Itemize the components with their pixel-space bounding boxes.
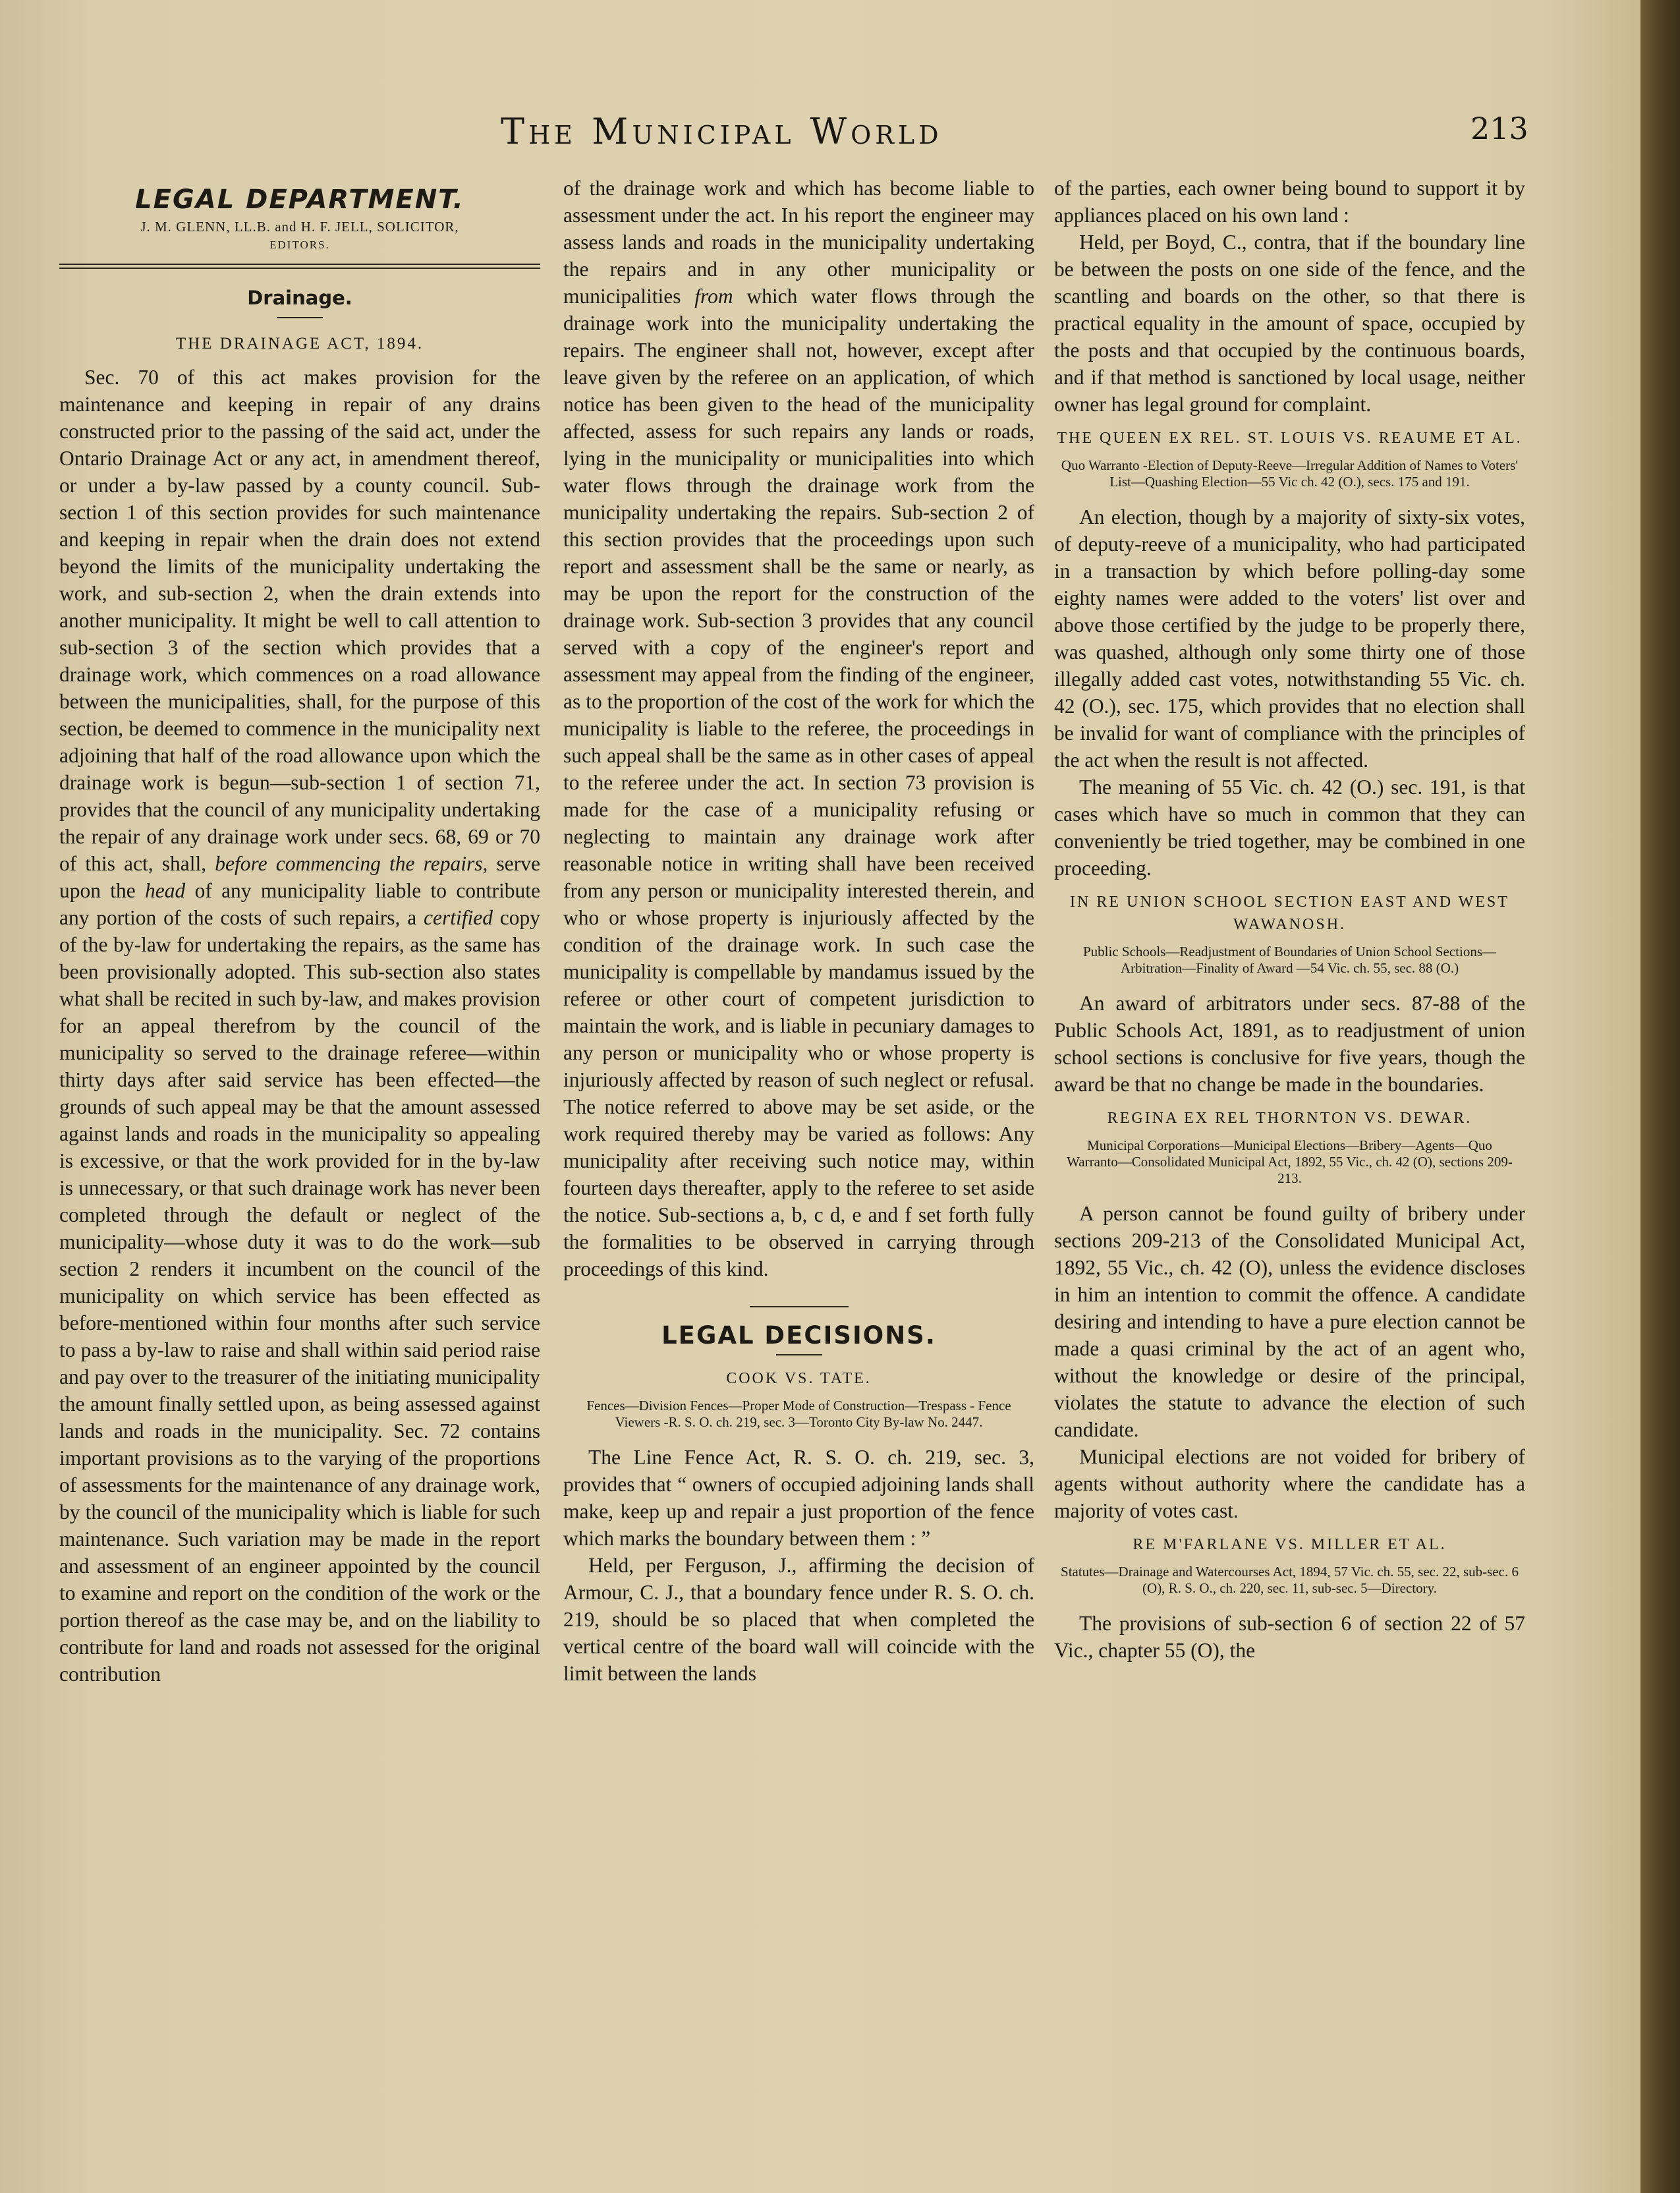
case-paragraph: Held, per Ferguson, J., affirming the decision of Armour, C. J., that a boundary fence under R. S. O. ch. 219, should be so placed that when completed the vertical centre of the board wall will coincide with the limit between the lands — [563, 1554, 1034, 1685]
act-title: THE DRAINAGE ACT, 1894. — [175, 335, 424, 353]
running-header — [0, 111, 1640, 170]
case-headnote: Statutes—Drainage and Watercourses Act, 1894, 57 Vic. ch. 55, sec. 22, sub-sec. 6 (O), R. S. O., ch. 220, sec. 11, sub-sec. 5—Directory. — [1061, 1564, 1519, 1596]
case-paragraph: Municipal elections are not voided for bribery of agents without authority where the candidate has a majority of votes cast. — [1054, 1445, 1525, 1522]
masthead-title: The Municipal World — [501, 111, 943, 152]
column-1 — [59, 175, 540, 1688]
page-number: 213 — [1470, 111, 1528, 146]
section-rule — [750, 1306, 849, 1307]
case-paragraph: An election, though by a majority of sixty-six votes, of deputy-reeve of a municipality, who had participated in a transaction by which before polling-day some eighty names were added to the voters' list over and above those certified by the judge to be properly there, was quashed, although only some thirty one of those illegally added cast votes, notwithstanding 55 Vic. ch. 42 (O.), sec. 175, which provides that no election shall be invalid for want of compliance with the principles of the act when the result is not affected. — [1054, 505, 1525, 772]
case-headnote: Quo Warranto -Election of Deputy-Reeve—Irregular Addition of Names to Voters' List—Quashing Election—55 Vic ch. 42 (O.), secs. 175 and 191. — [1061, 457, 1519, 490]
case-title: RE M'FARLANE VS. MILLER ET AL. — [1133, 1536, 1447, 1553]
legal-decisions-heading: LEGAL DECISIONS. — [661, 1321, 936, 1350]
case-paragraph: A person cannot be found guilty of bribery under sections 209-213 of the Consolidated Municipal Act, 1892, 55 Vic., ch. 42 (O), unless the evidence discloses in him an intention to commit the offence. A candidate desiring and intending to have a pure election cannot be made a quasi criminal by the act of an agent who, without the knowledge or desire of the principal, violates the statute to advance the election of such candidate. — [1054, 1202, 1525, 1441]
short-rule — [776, 1354, 822, 1355]
drainage-paragraph-continued: of the drainage work and which has become liable to assessment under the act. In his report the engineer may assess lands and roads in the municipality undertaking the repairs and in any other municipality or municipalities from which water flows through the drainage work into the municipality undertaking the repairs. The engineer shall not, however, except after leave given by the referee on an application, of which notice has been given to the head of the municipality affected, assess for such repairs any lands or roads, lying in the municipality or municipalities into which water flows through the drainage work from the municipality undertaking the repairs. Sub-section 2 of this section provides that the proceedings upon such report and assessment shall be the same or nearly, as may be upon the report for the construction of the drainage work. Sub-section 3 provides that any council served with a copy of the engineer's report and assessment may appeal from the finding of the engineer, as to the proportion of the cost of the work for which the municipality is liable to the referee, the proceedings in such appeal shall be the same as in other cases of appeal to the referee under the act. In section 73 provision is made for the case of a municipality refusing or neglecting to maintain any drainage work after reasonable notice in writing shall have been received from any person or municipality interested therein, and who or whose property is injuriously affected by the condition of the drainage work. In such case the municipality is compellable by mandamus issued by the referee or other court of competent jurisdiction to maintain the work, and is liable in pecuniary damages to any person or municipality who or whose property is injuriously affected by reason of such neglect or refusal. The notice referred to above may be set aside, or the work required thereby may be varied as follows: Any municipality after receiving such notice may, within fourteen days thereafter, apply to the referee to set aside the notice. Sub-sections a, b, c d, e and f set forth fully the formalities to be observed in carrying through proceedings of this kind. — [563, 177, 1034, 1280]
section-title: Drainage. — [247, 287, 352, 309]
case-title: THE QUEEN EX REL. ST. LOUIS VS. REAUME ET AL. — [1057, 430, 1523, 447]
column-3 — [1054, 175, 1525, 1664]
case-paragraph: Held, per Boyd, C., contra, that if the boundary line be between the posts on one side of the fence, and the scantling and boards on the other, so that there is practical equality in the amount of space, occupied by the posts and that occupied by the continuous boards, and if that method is sanctioned by local usage, neither owner has legal ground for complaint. — [1054, 231, 1525, 416]
column-2 — [563, 175, 1034, 1687]
case-title: COOK VS. TATE. — [726, 1370, 872, 1387]
case-title: REGINA EX REL THORNTON VS. DEWAR. — [1107, 1110, 1472, 1127]
double-rule — [59, 264, 540, 269]
case-paragraph: The Line Fence Act, R. S. O. ch. 219, sec. 3, provides that “ owners of occupied adjoining lands shall make, keep up and repair a just proportion of the fence which marks the boundary between them : ” — [563, 1446, 1034, 1550]
department-title: LEGAL DEPARTMENT. — [135, 185, 464, 215]
editors-line — [59, 217, 540, 254]
case-headnote: Public Schools—Readjustment of Boundaries of Union School Sections—Arbitration—Finality of Award —54 Vic. ch. 55, sec. 88 (O.) — [1082, 944, 1497, 976]
case-headnote: Municipal Corporations—Municipal Elections—Bribery—Agents—Quo Warranto—Consolidated Municipal Act, 1892, 55 Vic., ch. 42 (O), sections 209-213. — [1067, 1137, 1513, 1186]
case-title: IN RE UNION SCHOOL SECTION EAST AND WEST WAWANOSH. — [1070, 894, 1509, 933]
editors-label: EDITORS. — [269, 239, 330, 251]
editors-names: J. M. GLENN, LL.B. and H. F. JELL, SOLICITOR, — [140, 219, 459, 235]
case-headnote: Fences—Division Fences—Proper Mode of Construction—Trespass - Fence Viewers -R. S. O. ch. 219, sec. 3—Toronto City By-law No. 2447. — [586, 1398, 1011, 1430]
drainage-paragraph: Sec. 70 of this act makes provision for the maintenance and keeping in repair of any drains constructed prior to the passing of the said act, under the Ontario Drainage Act or any act, in amendment thereof, or under a by-law passed by a county council. Sub-section 1 of this section provides for such maintenance and keeping in repair when the drain does not extend beyond the limits of the municipality undertaking the work, and sub-section 2, when the drain extends into another municipality. It might be well to call attention to sub-section 3 of the section which provides that a drainage work, which commences on a road allowance between the municipalities, shall, for the purpose of this section, be deemed to commence in the municipality next adjoining that half of the road allowance upon which the drainage work is begun—sub-section 1 of section 71, provides that the council of any municipality undertaking the repair of any drainage work under secs. 68, 69 or 70 of this act, shall, before commencing the repairs, serve upon the head of any municipality liable to contribute any portion of the costs of such repairs, a certified copy of the by-law for undertaking the repairs, as the same has been provisionally adopted. This sub-section also states what shall be recited in such by-law, and makes provision for an appeal therefrom by the council of the municipality so served to the drainage referee—within thirty days after said service has been effected—the grounds of such appeal may be that the amount assessed against lands and roads in the municipality so appealing is excessive, or that the work provided for in the by-law is unnecessary, or that such drainage work has never been completed through the default or neglect of the municipality—whose duty it was to do the work—sub section 2 renders it incumbent on the council of the municipality on which service has been effected as before-mentioned within four months after such service to pass a by-law to raise and shall within said period raise and pay over to the treasurer of the initiating municipality the amount finally settled upon, as being assessed against lands and roads in the municipality. Sec. 72 contains important provisions as to the varying of the proportions of assessments for the maintenance of any drainage work, by the council of the municipality which is liable for such maintenance. Such variation may be made in the report and assessment of an engineer appointed by the council to examine and report on the condition of the work or the portion thereof as the case may be, and on the liability to contribute for land and roads not assessed for the original contribution — [59, 366, 541, 1686]
case-paragraph: The provisions of sub-section 6 of section 22 of 57 Vic., chapter 55 (O), the — [1054, 1612, 1525, 1662]
case-paragraph: The meaning of 55 Vic. ch. 42 (O.) sec. 191, is that cases which have so much in common that they can conveniently be tried together, may be combined in one proceeding. — [1054, 776, 1525, 880]
case-paragraph-continued: of the parties, each owner being bound to support it by appliances placed on his own land : — [1054, 177, 1525, 227]
book-edge — [1640, 0, 1680, 2193]
short-rule — [277, 317, 323, 318]
case-paragraph: An award of arbitrators under secs. 87-88 of the Public Schools Act, 1891, as to readjustment of union school sections is conclusive for five years, though the award be that no change be made in the boundaries. — [1054, 992, 1525, 1096]
